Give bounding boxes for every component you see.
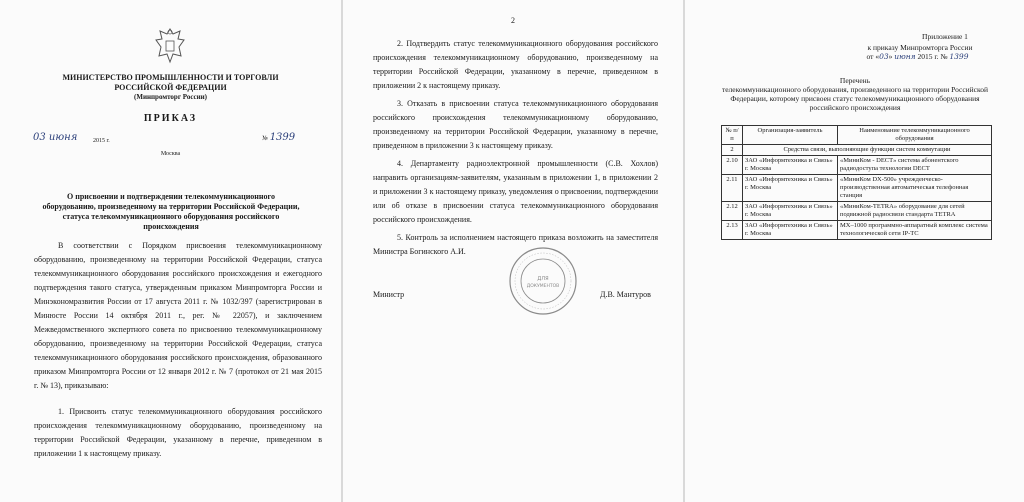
preamble-paragraph: В соответствии с Порядком присвоения телекоммуникационному оборудованию, произведенному на территории Российской Федерации, статуса телекоммуникационного оборудования российского происхождения и ежегодного подтверждения такого статуса, утвержденным приказом Минпромторга России и Минэкономразвития России от 17 августа 2011 г. № 1032/397 (зарегистрирован в Минюсте России 14 октября 2011 г., рег. № 22057), и заключением Межведомственного экспертного совета по присвоению телекоммуникационному оборудованию, произведенному на территории Российской Федерации, статуса телекоммуникационного оборудования российского происхождения, образованного приказом Минпромторга России от 12 января 2012 г. № 7 (протокол от 21 мая 2015 г. № 13), приказываю: <box>34 241 322 390</box>
order-number <box>262 132 295 143</box>
appendix-year: 2015 г. № <box>917 52 948 61</box>
row-organization: ЗАО «Информтехника и Связь» г. Москва <box>743 175 838 202</box>
appendix-date-mid: » <box>888 52 893 61</box>
page-number: 2 <box>511 16 515 25</box>
table-header-row <box>722 126 992 145</box>
list-title: Перечень <box>839 76 871 85</box>
appendix-month: июня <box>894 52 916 61</box>
official-seal <box>508 246 578 316</box>
row-equipment-name: «МиниКом-TETRA» оборудование для сетей подвижной радиосвязи стандарта TETRA <box>838 202 992 221</box>
row-equipment-name: МХ–1000 программно-аппаратный комплекс система технологической сети IP-TC <box>838 221 992 240</box>
svg-text:ДОКУМЕНТОВ: ДОКУМЕНТОВ <box>526 284 560 289</box>
table-row <box>722 175 992 202</box>
row-number: 2.10 <box>722 156 743 175</box>
item-1-paragraph: 1. Присвоить статус телекоммуникационного оборудования российского происхождения телекоммуникационному оборудованию, произведенному на территории Российской Федерации, указанному в перечне, приведенном в приложении 1 к настоящему приказу. <box>34 407 322 458</box>
header-equipment-name: Наименование телекоммуникационного оборудования <box>838 126 992 145</box>
order-subject: О присвоении и подтверждении телекоммуникационного оборудованию, произведенному на территории Российской Федерации, статуса телекоммуникационного оборудования российского происхождения <box>42 192 300 231</box>
header-organization: Организация-заявитель <box>743 126 838 145</box>
order-item-1 <box>34 405 322 461</box>
coat-of-arms-icon <box>153 26 187 66</box>
row-equipment-name: «МиниКом - DECT» система абонентского радиодоступа технологии DECT <box>838 156 992 175</box>
svg-text:ДЛЯ: ДЛЯ <box>537 276 549 282</box>
signer-title: Министр <box>373 290 405 299</box>
order-title: ПРИКАЗ <box>143 113 198 124</box>
row-organization: ЗАО «Информтехника и Связь» г. Москва <box>743 221 838 240</box>
order-city: Москва <box>160 151 181 157</box>
order-date-year: 2015 г. <box>93 138 110 144</box>
appendix-day: 03 <box>879 52 889 61</box>
table-row <box>722 156 992 175</box>
order-item-3: 3. Отказать в присвоении статуса телекоммуникационного оборудования российского происхождения телекоммуникационному оборудованию, произведенному на территории Российской Федерации, указанному в перечне, приведенном в приложении 3 к настоящему приказу. <box>373 99 658 150</box>
section-row <box>722 145 992 156</box>
table-row <box>722 202 992 221</box>
order-number-handwritten: 1399 <box>269 132 296 143</box>
order-item-4: 4. Департаменту радиоэлектронной промышленности (С.В. Хохлов) направить организациям-заявителям, указанным в приложении 1, в приложении 2 и приложении 3 к настоящему приказу, уведомления о присвоении, подтверждении или об отказе в присвоении статуса телекоммуникационного оборудования российского происхождения. <box>373 159 658 224</box>
row-number: 2.12 <box>722 202 743 221</box>
row-number: 2.13 <box>722 221 743 240</box>
appendix-date <box>835 52 1000 61</box>
order-preamble <box>34 239 322 393</box>
row-equipment-name: «МиниКом DX-500» учрежденческо-производственная автоматическая телефонная станция <box>838 175 992 202</box>
ministry-name: МИНИСТЕРСТВО ПРОМЫШЛЕННОСТИ И ТОРГОВЛИ РОССИЙСКОЙ ФЕДЕРАЦИИ <box>62 73 279 92</box>
table-row <box>722 221 992 240</box>
row-organization: ЗАО «Информтехника и Связь» г. Москва <box>743 202 838 221</box>
order-date-handwritten: 03 июня <box>33 132 78 143</box>
document-page-2 <box>343 0 683 502</box>
appendix-date-prefix: от « <box>866 52 880 61</box>
list-title-block <box>715 76 995 112</box>
ministry-short-name: (Минпромторг России) <box>134 93 207 101</box>
header-number: № п/п <box>722 126 743 145</box>
signer-name: Д.В. Мантуров <box>600 290 651 299</box>
appendix-label: Приложение 1 <box>922 32 968 41</box>
document-page-3 <box>685 0 1024 502</box>
section-title: Средства связи, выполняющие функции систем коммутации <box>743 145 992 156</box>
list-description: телекоммуникационного оборудования, произведенного на территории Российской Федерации, которому присвоен статус телекоммуникационного оборудования российского происхождения <box>721 85 989 112</box>
appendix-reference: к приказу Минпромторга России <box>867 43 973 52</box>
document-page-1 <box>0 0 341 502</box>
order-item-2: 2. Подтвердить статус телекоммуникационного оборудования российского происхождения телекоммуникационному оборудованию, произведенному на территории Российской Федерации, указанному в перечне, приведенном в приложении 2 к настоящему приказу. <box>373 39 658 90</box>
row-number: 2.11 <box>722 175 743 202</box>
order-items <box>373 37 658 263</box>
order-item-5: 5. Контроль за исполнением настоящего приказа возложить на заместителя Министра Богинского А.И. <box>373 233 658 256</box>
appendix-number: 1399 <box>949 52 969 61</box>
number-prefix: № <box>262 135 268 142</box>
section-number: 2 <box>722 145 743 156</box>
row-organization: ЗАО «Информтехника и Связь» г. Москва <box>743 156 838 175</box>
equipment-table <box>721 125 992 240</box>
